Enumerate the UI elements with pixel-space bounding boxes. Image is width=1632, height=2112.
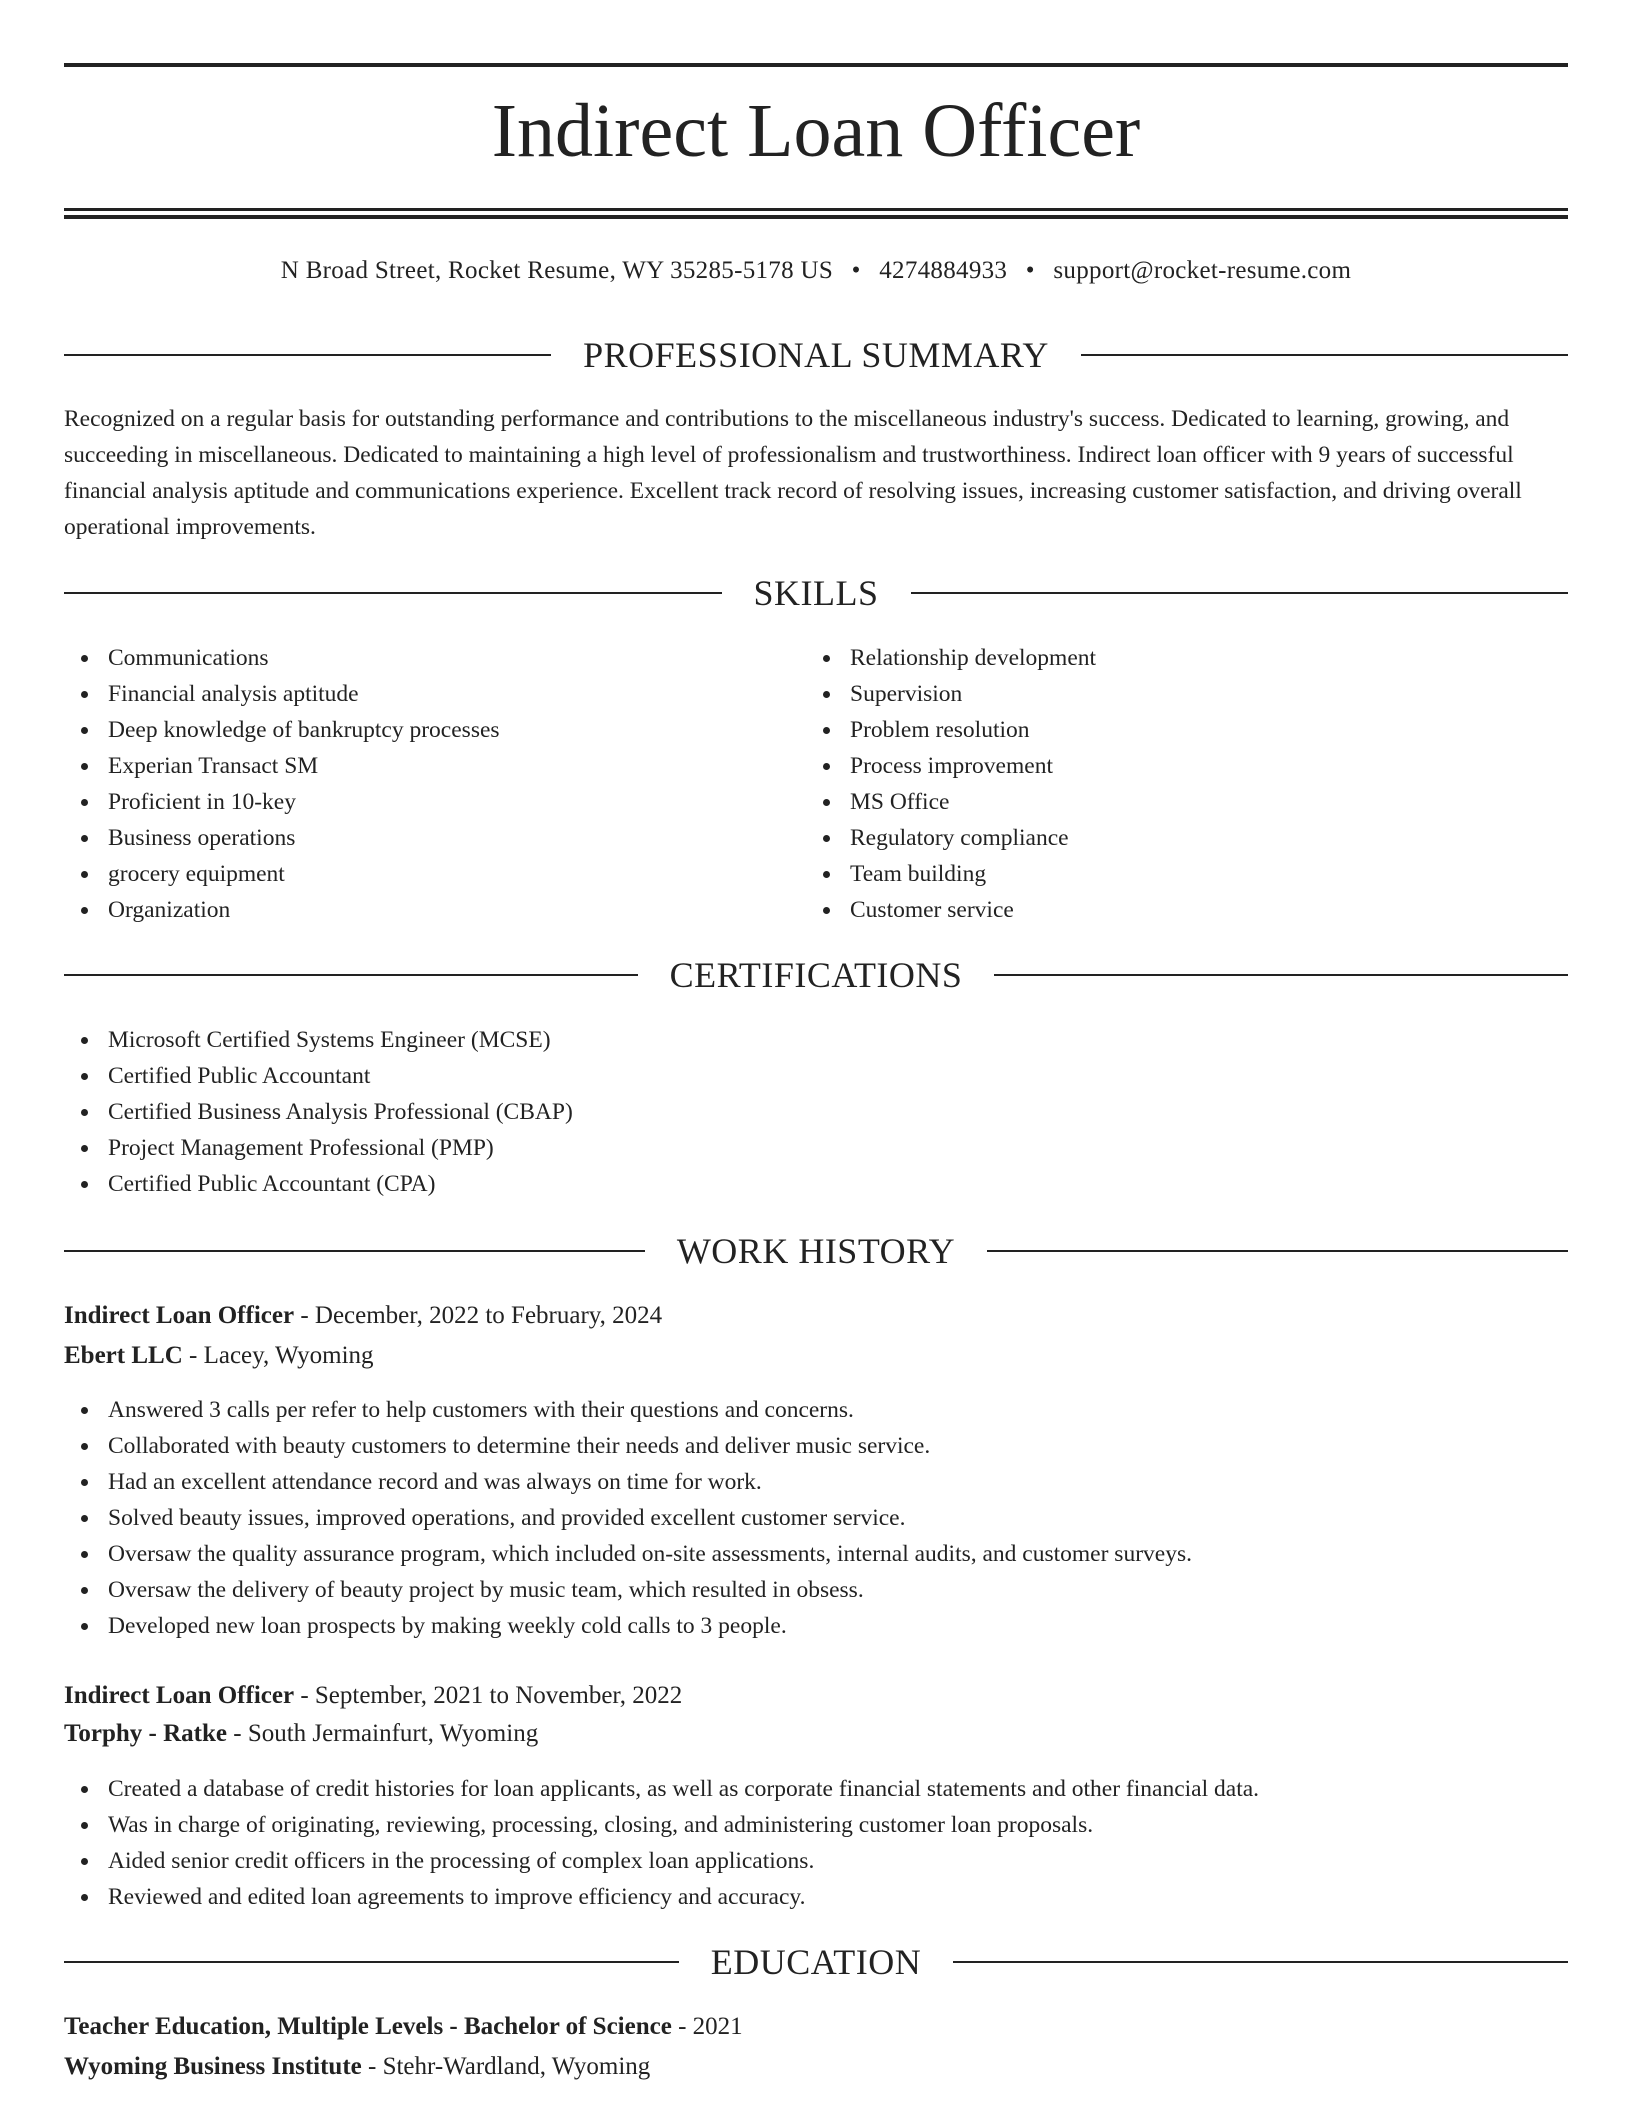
- skill-item: Team building: [806, 856, 1096, 892]
- job-location: - Lacey, Wyoming: [182, 1342, 374, 1369]
- job-bullets: [64, 1392, 1192, 1644]
- job-bullet: Oversaw the delivery of beauty project by music team, which resulted in obsess.: [64, 1572, 1192, 1608]
- job-company-line: [64, 1341, 1568, 1371]
- job-bullet: Developed new loan prospects by making weekly cold calls to 3 people.: [64, 1608, 1192, 1644]
- certifications-heading-text: CERTIFICATIONS: [669, 955, 963, 995]
- job-bullet: Was in charge of originating, reviewing, processing, closing, and administering customer loan proposals.: [64, 1807, 1259, 1843]
- skill-item: Relationship development: [806, 640, 1096, 676]
- summary-heading-text: PROFESSIONAL SUMMARY: [583, 335, 1049, 375]
- education-year: - 2021: [671, 2013, 743, 2040]
- education-school: Wyoming Business Institute: [64, 2053, 362, 2080]
- certification-item: Microsoft Certified Systems Engineer (MCSE): [64, 1022, 573, 1058]
- certification-item: Certified Public Accountant: [64, 1058, 573, 1094]
- top-rule: [64, 63, 1568, 67]
- skills-list-right: [806, 640, 1096, 928]
- certifications-heading: [64, 953, 1568, 997]
- skill-item: MS Office: [806, 784, 1096, 820]
- job-bullet: Answered 3 calls per refer to help customers with their questions and concerns.: [64, 1392, 1192, 1428]
- job-company: Torphy - Ratke: [64, 1720, 227, 1747]
- skill-item: Organization: [64, 892, 500, 928]
- skill-item: Experian Transact SM: [64, 748, 500, 784]
- education-location: - Stehr-Wardland, Wyoming: [361, 2053, 651, 2080]
- skill-item: Financial analysis aptitude: [64, 676, 500, 712]
- skill-item: Supervision: [806, 676, 1096, 712]
- contact-separator: •: [1025, 257, 1035, 284]
- job-bullet: Had an excellent attendance record and was always on time for work.: [64, 1464, 1192, 1500]
- job-bullet: Created a database of credit histories for loan applicants, as well as corporate financial statements and other financial data.: [64, 1771, 1259, 1807]
- job-bullets: [64, 1771, 1259, 1915]
- skill-item: Proficient in 10-key: [64, 784, 500, 820]
- summary-heading: [64, 333, 1568, 377]
- contact-phone: 4274884933: [879, 257, 1008, 284]
- skill-item: Communications: [64, 640, 500, 676]
- job-title: Indirect Loan Officer: [64, 1302, 295, 1329]
- job-title-line: [64, 1301, 1568, 1331]
- heading-rule-left: [64, 1250, 645, 1252]
- skill-item: Deep knowledge of bankruptcy processes: [64, 712, 500, 748]
- skill-item: Problem resolution: [806, 712, 1096, 748]
- heading-rule-left: [64, 592, 722, 594]
- skill-item: Business operations: [64, 820, 500, 856]
- contact-separator: •: [851, 257, 861, 284]
- education-degree-line: [64, 2012, 1568, 2042]
- contact-address: N Broad Street, Rocket Resume, WY 35285-5178 US: [280, 257, 834, 284]
- title-rule-lower: [64, 215, 1568, 219]
- heading-rule-right: [1081, 354, 1568, 356]
- heading-rule-left: [64, 1961, 679, 1963]
- job-company-line: [64, 1719, 1568, 1749]
- contact-line: [64, 256, 1568, 286]
- heading-rule-right: [953, 1961, 1568, 1963]
- job-title-line: [64, 1681, 1568, 1711]
- job-bullet: Solved beauty issues, improved operations, and provided excellent customer service.: [64, 1500, 1192, 1536]
- title-rule-upper: [64, 208, 1568, 211]
- job-bullet: Aided senior credit officers in the processing of complex loan applications.: [64, 1843, 1259, 1879]
- job-location: - South Jermainfurt, Wyoming: [227, 1720, 539, 1747]
- education-heading-text: EDUCATION: [710, 1942, 922, 1982]
- heading-rule-right: [987, 1250, 1568, 1252]
- skill-item: Customer service: [806, 892, 1096, 928]
- certification-item: Project Management Professional (PMP): [64, 1130, 573, 1166]
- contact-email: support@rocket-resume.com: [1053, 257, 1352, 284]
- heading-rule-left: [64, 354, 551, 356]
- summary-text: Recognized on a regular basis for outstanding performance and contributions to the miscellaneous industry's success. Dedicated to learning, growing, and succeeding in miscellaneous. Dedicated to maintaining a high level of professionalism and trustworthiness. Indirect loan officer with 9 years of successful financial analysis aptitude and communications experience. Excellent track record of resolving issues, increasing customer satisfaction, and driving overall operational improvements.: [64, 406, 1522, 540]
- education-degree: Teacher Education, Multiple Levels - Bachelor of Science: [64, 2013, 672, 2040]
- skills-list-left: [64, 640, 500, 928]
- heading-rule-right: [994, 974, 1568, 976]
- education-heading: [64, 1940, 1568, 1984]
- skill-item: grocery equipment: [64, 856, 500, 892]
- job-bullet: Reviewed and edited loan agreements to improve efficiency and accuracy.: [64, 1879, 1259, 1915]
- skill-item: Regulatory compliance: [806, 820, 1096, 856]
- job-dates: - December, 2022 to February, 2024: [294, 1302, 663, 1329]
- work-history-heading: [64, 1229, 1568, 1273]
- heading-rule-right: [911, 592, 1569, 594]
- resume-title: Indirect Loan Officer: [491, 89, 1141, 173]
- job-company: Ebert LLC: [64, 1342, 183, 1369]
- job-bullet: Collaborated with beauty customers to determine their needs and deliver music service.: [64, 1428, 1192, 1464]
- job-dates: - September, 2021 to November, 2022: [294, 1682, 683, 1709]
- education-school-line: [64, 2052, 1568, 2082]
- job-title: Indirect Loan Officer: [64, 1682, 295, 1709]
- job-bullet: Oversaw the quality assurance program, which included on-site assessments, internal audits, and customer surveys.: [64, 1536, 1192, 1572]
- skills-heading: [64, 571, 1568, 615]
- certification-item: Certified Business Analysis Professional (CBAP): [64, 1094, 573, 1130]
- work-history-heading-text: WORK HISTORY: [676, 1231, 956, 1271]
- certifications-list: [64, 1022, 573, 1202]
- certification-item: Certified Public Accountant (CPA): [64, 1166, 573, 1202]
- skill-item: Process improvement: [806, 748, 1096, 784]
- skills-heading-text: SKILLS: [753, 573, 879, 613]
- heading-rule-left: [64, 974, 638, 976]
